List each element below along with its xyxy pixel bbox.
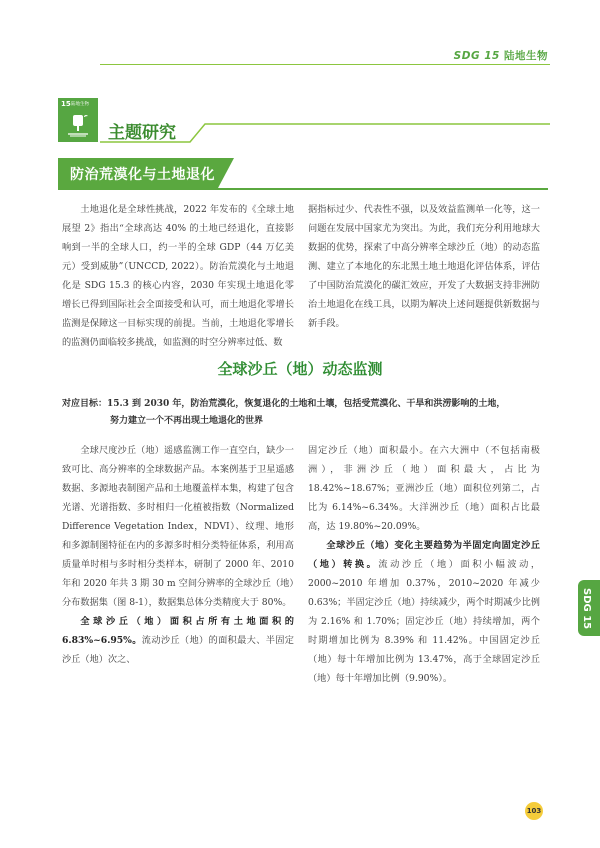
section-title-rule [0,0,600,150]
intro-paragraph-1: 土地退化是全球性挑战，2022 年发布的《全球土地展望 2》指出“全球高达 40% 的土地已经退化，直接影响到一半的全球人口，约一半的全球 GDP（44 万亿美元）受到威胁”（UNCCD, 2022）。防治荒漠化与土地退化是 SDG 15.3 的核心内容，2030 年实现土地退化零增长已得到国际社会全面接受和认可，而土地退化零增长监测是保障这一目标实现的前提。当前，土地退化零增长的监测仍面临较多挑战，如监测的时空分辨率过低、数 [62,204,294,348]
study-paragraph-4-text: 流动沙丘（地）面积小幅波动，2000~2010 年增加 0.37%，2010~2020 年减少 0.63%；半固定沙丘（地）持续减少，两个时期减少比例为 2.16% 和 1.70%；固定沙丘（地）持续增加，两个时期增加比例为 8.39% 和 11.42%。中国固定沙丘（地）每十年增加比例为 13.47%，高于全球固定沙丘（地）每十年增加比例（9.90%）。 [308,559,541,684]
page-number: 103 [525,802,543,820]
target-line-1: 对应目标：15.3 到 2030 年，防治荒漠化，恢复退化的土地和土壤，包括受荒漠化、干旱和洪涝影响的土地， [62,399,506,409]
study-column-left [62,441,294,669]
subsection-banner [58,158,236,188]
section-title: 主题研究 [108,123,176,143]
study-paragraph-4-bold: 全球沙丘（地）变化主要趋势为半固定向固定沙丘（地）转换。 [308,540,540,570]
study-paragraph-2 [62,612,294,669]
icon-label: 陆地生物 [71,102,89,107]
study-column-right [308,441,540,688]
study-paragraph-2-text: 流动沙丘（地）的面积最大、半固定沙丘（地）次之、 [62,635,294,665]
target-statement [62,396,544,430]
header-sdg-label: SDG 15 [453,50,500,62]
icon-number: 15 [61,100,71,108]
intro-column-left [62,200,294,352]
header-goal-name: 陆地生物 [504,50,548,62]
intro-column-right [308,200,540,333]
side-tab-label: SDG 15 [581,588,592,630]
study-paragraph-3: 固定沙丘（地）面积最小。在六大洲中（不包括南极洲），非洲沙丘（地）面积最大，占比为 18.42%~18.67%；亚洲沙丘（地）面积位列第二，占比为 6.14%~6.34%。大洋洲沙丘（地）面积占比最高，达 19.80%~20.09%。 [308,445,540,532]
study-paragraph-4 [308,536,540,688]
intro-paragraph-2: 据指标过少、代表性不强，以及效益监测单一化等，这一问题在发展中国家尤为突出。为此，我们充分利用地球大数据的优势，探索了中高分辨率全球沙丘（地）的动态监测、建立了本地化的东北黑土地土地退化评估体系，评估了中国防治荒漠化的碳汇效应，开发了大数据支持非洲防治土地退化在线工具，以期为解决上述问题提供新数据与新手段。 [308,204,540,329]
sdg-side-tab [578,580,600,636]
subsection-title: 防治荒漠化与土地退化 [70,167,215,183]
study-paragraph-2-bold: 全球沙丘（地）面积占所有土地面积的 6.83%~6.95%。 [62,616,294,646]
case-study-title: 全球沙丘（地）动态监测 [217,360,383,378]
subsection-rule [58,188,548,190]
target-line-2: 努力建立一个不再出现土地退化的世界 [110,416,264,426]
study-paragraph-1: 全球尺度沙丘（地）遥感监测工作一直空白，缺少一致可比、高分辨率的全球数据产品。本案例基于卫星遥感数据、多源地表制图产品和土地覆盖样本集，构建了包含光谱、光谱指数、多时相归一化植被指数（Normalized Difference Vegetation Index，NDVI）、纹理、地形和多源制图特征在内的多源多时相分类特征体系，利用高质量单时相与多时相分类样本，研制了 2000 年、2010 年和 2020 年共 3 期 30 m 空间分辨率的全球沙丘（地）分布数据集（图 8-1），数据集总体分类精度大于 80%。 [62,445,294,608]
